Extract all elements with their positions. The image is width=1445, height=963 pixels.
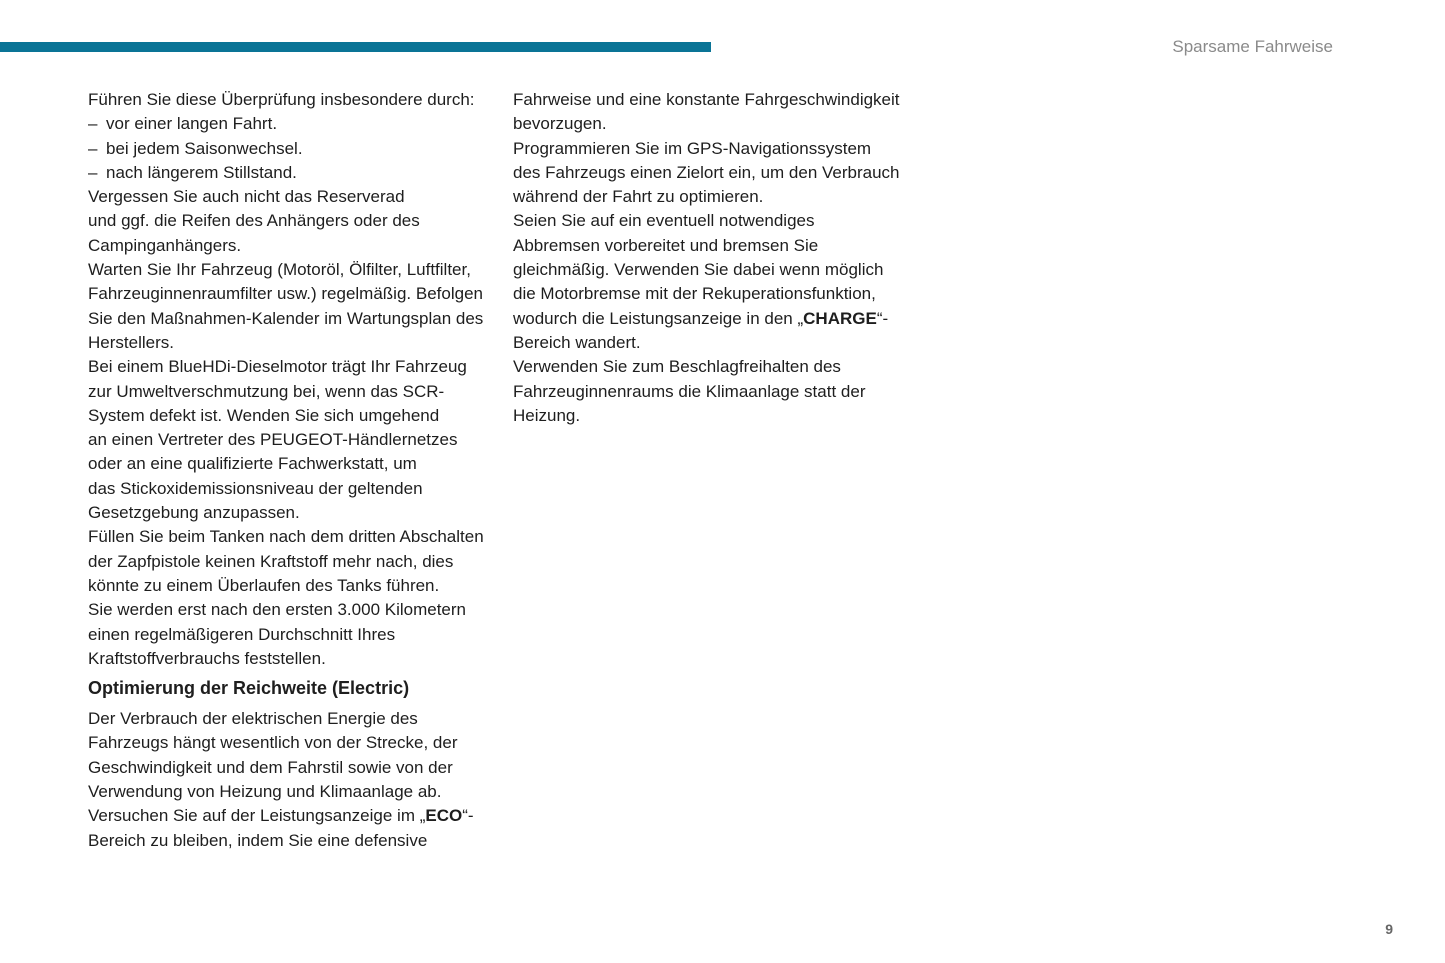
left-column bbox=[88, 88, 488, 853]
text-line: und ggf. die Reifen des Anhängers oder des bbox=[88, 211, 420, 231]
text-line: oder an eine qualifizierte Fachwerkstatt, um bbox=[88, 454, 417, 474]
text-line: Fahrzeuginnenraums die Klimaanlage statt der bbox=[513, 381, 866, 401]
bullet-dash: – bbox=[88, 138, 98, 158]
text-line: könnte zu einem Überlaufen des Tanks führen. bbox=[88, 575, 440, 595]
eco-term: ECO bbox=[425, 806, 463, 826]
header-accent-bar bbox=[0, 42, 711, 52]
text-line: gleichmäßig. Verwenden Sie dabei wenn möglich bbox=[513, 260, 884, 280]
text-line: Fahrzeugs hängt wesentlich von der Strecke, der bbox=[88, 733, 458, 753]
text-line: Sie den Maßnahmen-Kalender im Wartungsplan des bbox=[88, 308, 484, 328]
text-line: der Zapfpistole keinen Kraftstoff mehr nach, dies bbox=[88, 551, 454, 571]
text-line: Bereich zu bleiben, indem Sie eine defensive bbox=[88, 830, 428, 850]
text-line: Fahrweise und eine konstante Fahrgeschwindigkeit bbox=[513, 90, 900, 109]
text-line: Gesetzgebung anzupassen. bbox=[88, 503, 300, 523]
text-line: des Fahrzeugs einen Zielort ein, um den Verbrauch bbox=[513, 162, 900, 182]
bullet-text: vor einer langen Fahrt. bbox=[106, 114, 278, 134]
text-line: Verwendung von Heizung und Klimaanlage ab. bbox=[88, 782, 442, 802]
text-line bbox=[88, 804, 488, 828]
bullet-item bbox=[88, 137, 488, 161]
bullet-item bbox=[88, 112, 488, 136]
bullet-item bbox=[88, 161, 488, 185]
text-line: bevorzugen. bbox=[513, 114, 607, 134]
text-line: Sie werden erst nach den ersten 3.000 Kilometern bbox=[88, 600, 467, 620]
text-line: während der Fahrt zu optimieren. bbox=[513, 187, 764, 207]
text-line: einen regelmäßigeren Durchschnitt Ihres bbox=[88, 624, 396, 644]
text-line bbox=[513, 307, 908, 331]
text-segment: Versuchen Sie auf der Leistungsanzeige im „ bbox=[88, 806, 426, 826]
text-line: Fahrzeuginnenraumfilter usw.) regelmäßig. Befolgen bbox=[88, 284, 483, 304]
text-line: Programmieren Sie im GPS-Navigationssystem bbox=[513, 138, 872, 158]
section-title: Sparsame Fahrweise bbox=[1172, 37, 1333, 56]
text-line: zur Umweltverschmutzung bei, wenn das SCR- bbox=[88, 381, 445, 401]
bullet-dash: – bbox=[88, 114, 98, 134]
text-line: Kraftstoffverbrauchs feststellen. bbox=[88, 648, 326, 668]
text-line: das Stickoxidemissionsniveau der geltenden bbox=[88, 478, 423, 498]
bullet-text: nach längerem Stillstand. bbox=[106, 162, 297, 182]
text-line: Geschwindigkeit und dem Fahrstil sowie von der bbox=[88, 757, 453, 777]
text-line: Füllen Sie beim Tanken nach dem dritten Abschalten bbox=[88, 527, 484, 547]
text-line: Bereich wandert. bbox=[513, 332, 641, 352]
text-line: Abbremsen vorbereitet und bremsen Sie bbox=[513, 235, 819, 255]
section-heading: Optimierung der Reichweite (Electric) bbox=[88, 678, 410, 699]
page-number: 9 bbox=[1385, 921, 1393, 937]
bullet-text: bei jedem Saisonwechsel. bbox=[106, 138, 303, 158]
text-line: die Motorbremse mit der Rekuperationsfunktion, bbox=[513, 284, 876, 304]
text-line: Heizung. bbox=[513, 405, 581, 425]
intro-line: Führen Sie diese Überprüfung insbesondere durch: bbox=[88, 90, 475, 109]
text-line: Seien Sie auf ein eventuell notwendiges bbox=[513, 211, 815, 231]
charge-term: CHARGE bbox=[803, 308, 877, 328]
text-line: Verwenden Sie zum Beschlagfreihalten des bbox=[513, 357, 841, 377]
text-line: an einen Vertreter des PEUGEOT-Händlernetzes bbox=[88, 430, 458, 450]
text-line: System defekt ist. Wenden Sie sich umgehend bbox=[88, 405, 440, 425]
text-segment: “- bbox=[462, 806, 474, 826]
text-line: Warten Sie Ihr Fahrzeug (Motoröl, Ölfilter, Luftfilter, bbox=[88, 260, 471, 280]
bullet-dash: – bbox=[88, 162, 98, 182]
text-segment: wodurch die Leistungsanzeige in den „ bbox=[513, 308, 804, 328]
text-line: Der Verbrauch der elektrischen Energie des bbox=[88, 709, 418, 729]
text-line: Herstellers. bbox=[88, 332, 174, 352]
text-line: Campinganhängers. bbox=[88, 235, 242, 255]
right-column bbox=[513, 88, 908, 428]
text-line: Bei einem BlueHDi-Dieselmotor trägt Ihr Fahrzeug bbox=[88, 357, 467, 377]
text-line: Vergessen Sie auch nicht das Reserverad bbox=[88, 187, 405, 207]
text-segment: “- bbox=[876, 308, 889, 328]
